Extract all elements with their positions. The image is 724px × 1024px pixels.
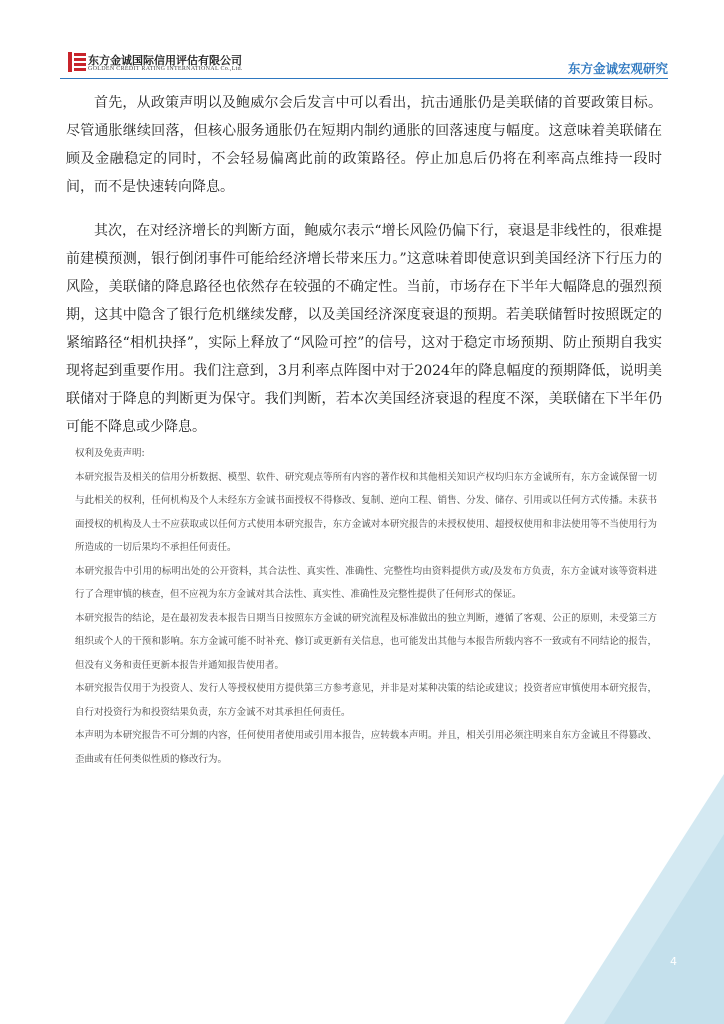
body-paragraph-2: 其次，在对经济增长的判断方面，鲍威尔表示“增长风险仍偏下行，衰退是非线性的，很难提前建模预测，银行倒闭事件可能给经济增长带来压力。”这意味着即使意识到美国经济下行压力的风险，美联储的降息路径也依然存在较强的不确定性。当前，市场存在下半年大幅降息的强烈预期，这其中隐含了银行危机继续发酵，以及美国经济深度衰退的预期。若美联储暂时按照既定的紧缩路径“相机抉择”，实际上释放了“风险可控”的信号，这对于稳定市场预期、防止预期自我实现将起到重要作用。我们注意到，3月利率点阵图中对于2024年的降息幅度的预期降低，说明美联储对于降息的判断更为保守。我们判断，若本次美国经济衰退的程度不深，美联储在下半年仍可能不降息或少降息。	[66, 223, 662, 435]
report-series-title: 东方金诚宏观研究	[567, 61, 668, 76]
body-paragraph-1: 首先，从政策声明以及鲍威尔会后发言中可以看出，抗击通胀仍是美联储的首要政策目标。尽管通胀继续回落，但核心服务通胀仍在短期内制约通胀的回落速度与幅度。这意味着美联储在顾及金融稳定的同时，不会轻易偏离此前的政策路径。停止加息后仍将在利率高点维持一段时间，而不是快速转向降息。	[66, 95, 662, 195]
corner-decoration	[564, 774, 724, 1024]
disclaimer-title: 权利及免责声明:	[75, 448, 145, 459]
disclaimer-item-3: 本研究报告的结论，是在最初发表本报告日期当日按照东方金诚的研究流程及标准做出的独立判断，遵循了客观、公正的原则，未受第三方组织或个人的干预和影响。东方金诚可能不时补充、修订或更新有关信息，也可能发出其他与本报告所载内容不一致或有不同结论的报告，但没有义务和责任更新本报告并通知报告使用者。	[75, 612, 657, 671]
disclaimer-item-4: 本研究报告仅用于为投资人、发行人等授权使用方提供第三方参考意见，并非是对某种决策的结论或建议；投资者应审慎使用本研究报告，自行对投资行为和投资结果负责，东方金诚不对其承担任何责任。	[75, 683, 657, 718]
header-divider	[60, 78, 668, 79]
company-name-cn: 东方金诚国际信用评估有限公司	[88, 54, 242, 67]
company-logo-icon	[68, 52, 86, 72]
report-body	[66, 89, 662, 457]
disclaimer-item-2: 本研究报告中引用的标明出处的公开资料，其合法性、真实性、准确性、完整性均由资料提供方或/及发布方负责，东方金诚对该等资料进行了合理审慎的核查，但不应视为东方金诚对其合法性、真实性、准确性及完整性提供了任何形式的保证。	[75, 565, 657, 600]
company-name-en: GOLDEN CREDIT RATING INTERNATIONAL Co.,Ltd.	[88, 66, 243, 72]
disclaimer-item-1: 本研究报告及相关的信用分析数据、模型、软件、研究观点等所有内容的著作权和其他相关知识产权均归东方金诚所有，东方金诚保留一切与此相关的权利，任何机构及个人未经东方金诚书面授权不得修改、复制、逆向工程、销售、分发、储存、引用或以任何方式传播。未获书面授权的机构及人士不应获取或以任何方式使用本研究报告，东方金诚对本研究报告的未授权使用、超授权使用和非法使用等不当使用行为所造成的一切后果均不承担任何责任。	[75, 471, 657, 553]
disclaimer-section	[75, 442, 657, 771]
page-number: 4	[670, 955, 677, 968]
page-header	[0, 0, 724, 80]
disclaimer-item-5: 本声明为本研究报告不可分割的内容，任何使用者使用或引用本报告，应转载本声明。并且，相关引用必须注明来自东方金诚且不得篡改、歪曲或有任何类似性质的修改行为。	[75, 730, 657, 765]
